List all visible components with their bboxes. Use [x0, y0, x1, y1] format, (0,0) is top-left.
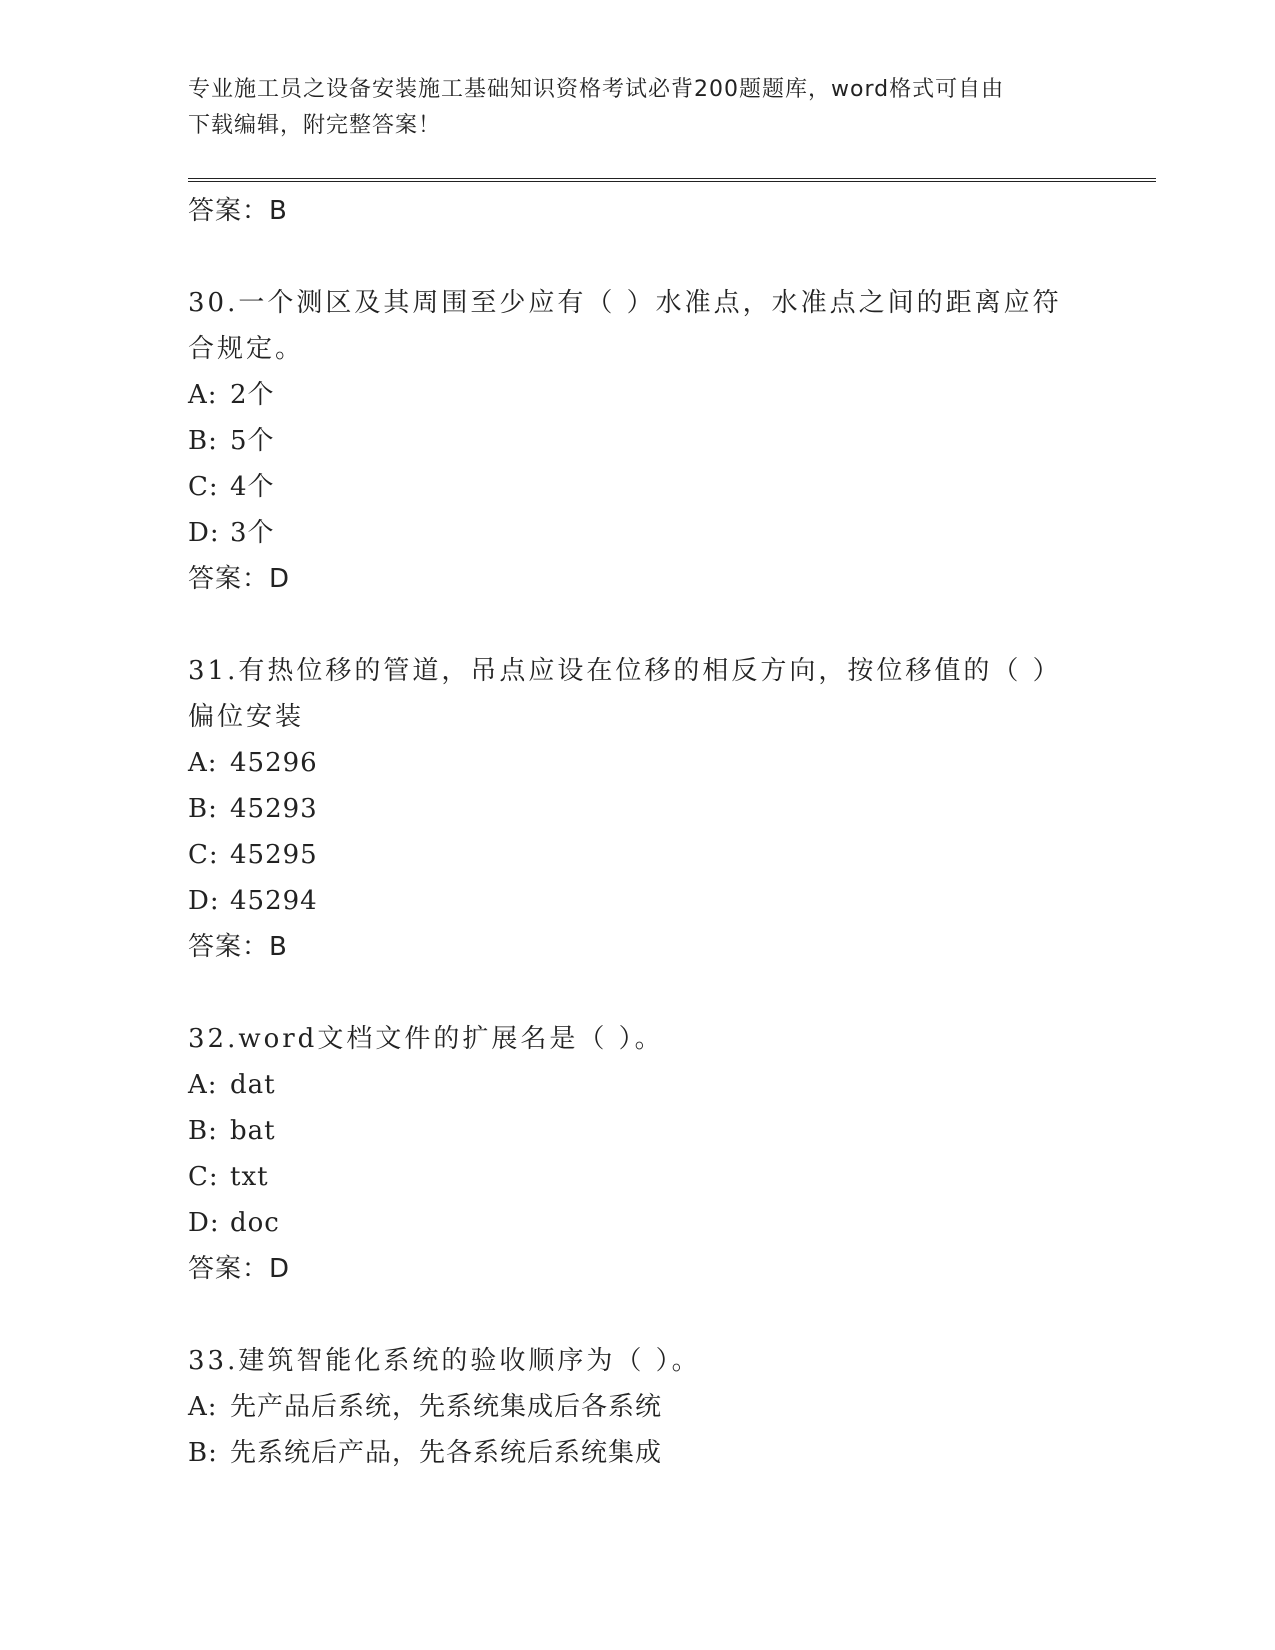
answer-line: 答案：D [188, 1254, 291, 1284]
question-stem-line: 32.word文档文件的扩展名是（ ）。 [188, 1024, 664, 1054]
option-text: 3个 [230, 518, 275, 548]
question-stem-line: 30.一个测区及其周围至少应有（ ）水准点，水准点之间的距离应符 [188, 288, 1062, 318]
option-letter: A: [188, 748, 218, 778]
option-letter: B: [188, 426, 218, 456]
document-body [188, 188, 1088, 1476]
option-d [188, 878, 1088, 924]
page-header [188, 72, 1068, 144]
option-text: 45294 [230, 886, 318, 916]
answer-line: 答案：D [188, 564, 291, 594]
option-a [188, 1062, 1088, 1108]
option-text: 先产品后系统，先系统集成后各系统 [230, 1392, 663, 1422]
option-letter: A: [188, 1392, 218, 1422]
option-letter: A: [188, 1070, 218, 1100]
option-b [188, 1430, 1088, 1476]
option-b [188, 1108, 1088, 1154]
option-letter: A: [188, 380, 218, 410]
option-text: 5个 [230, 426, 275, 456]
option-d [188, 1200, 1088, 1246]
option-b [188, 786, 1088, 832]
option-a [188, 1384, 1088, 1430]
option-letter: B: [188, 794, 218, 824]
option-letter: D: [188, 518, 220, 548]
question-stem-line: 合规定。 [188, 334, 305, 364]
header-line-1: 专业施工员之设备安装施工基础知识资格考试必背200题题库，word格式可自由 [188, 77, 1005, 102]
option-c [188, 464, 1088, 510]
question-stem-line: 31.有热位移的管道，吊点应设在位移的相反方向，按位移值的（ ） [188, 656, 1062, 686]
option-letter: B: [188, 1438, 218, 1468]
question-stem-line: 偏位安装 [188, 702, 305, 732]
header-line-2: 下载编辑，附完整答案！ [188, 113, 442, 138]
option-letter: B: [188, 1116, 218, 1146]
option-text: 45293 [230, 794, 318, 824]
question-block [188, 648, 1088, 970]
option-a [188, 372, 1088, 418]
answer-line: 答案：B [188, 196, 288, 226]
header-divider [188, 178, 1156, 182]
question-block [188, 1016, 1088, 1292]
option-a [188, 740, 1088, 786]
option-letter: D: [188, 886, 220, 916]
question-block [188, 280, 1088, 602]
option-letter: C: [188, 472, 219, 502]
option-text: 先系统后产品，先各系统后系统集成 [230, 1438, 663, 1468]
option-text: dat [230, 1070, 276, 1100]
option-text: doc [230, 1208, 280, 1238]
option-letter: C: [188, 1162, 219, 1192]
option-c [188, 832, 1088, 878]
option-d [188, 510, 1088, 556]
question-block [188, 1338, 1088, 1476]
option-text: 45295 [230, 840, 318, 870]
spacer [188, 234, 1088, 280]
answer-line: 答案：B [188, 932, 288, 962]
option-text: 4个 [230, 472, 275, 502]
option-text: bat [230, 1116, 276, 1146]
option-b [188, 418, 1088, 464]
spacer [188, 602, 1088, 648]
option-text: 2个 [230, 380, 275, 410]
question-stem-line: 33.建筑智能化系统的验收顺序为（ ）。 [188, 1346, 701, 1376]
spacer [188, 1292, 1088, 1338]
spacer [188, 970, 1088, 1016]
option-letter: D: [188, 1208, 220, 1238]
option-text: 45296 [230, 748, 318, 778]
option-letter: C: [188, 840, 219, 870]
option-text: txt [230, 1162, 269, 1192]
option-c [188, 1154, 1088, 1200]
